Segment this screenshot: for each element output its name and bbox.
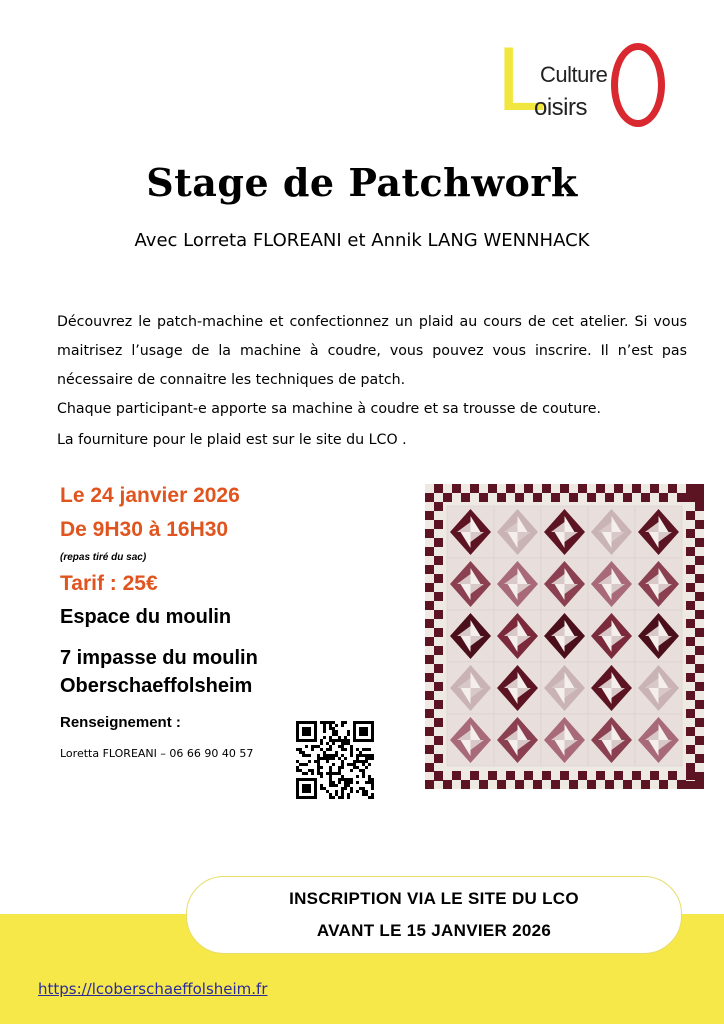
address-line-1: 7 impasse du moulin <box>60 647 258 669</box>
logo-letter-o <box>611 43 665 127</box>
registration-line-2: AVANT LE 15 JANVIER 2026 <box>316 921 552 940</box>
quilt-photo <box>425 484 704 789</box>
logo-letter-l: L <box>496 31 544 131</box>
event-venue: Espace du moulin <box>60 606 232 628</box>
event-address <box>60 644 258 700</box>
address-line-2: Oberschaeffolsheim <box>60 675 253 697</box>
lco-logo <box>492 31 682 131</box>
registration-box <box>186 876 682 954</box>
logo-culture-text: Culture <box>540 62 608 87</box>
description-paragraph-1: Découvrez le patch-machine et confectionnez un plaid au cours de cet atelier. Si vous maitrisez l’usage de la machine à coudre, vous pouvez vous inscrire. Il n’est pas nécessaire de connaitre les techniques de patch. <box>57 314 687 388</box>
event-hours: De 9H30 à 16H30 <box>60 518 229 541</box>
meal-note: (repas tiré du sac) <box>60 552 147 563</box>
contact-info: Loretta FLOREANI – 06 66 90 40 57 <box>60 747 254 760</box>
logo-loisirs-text: oisirs <box>534 94 588 121</box>
event-price: Tarif : 25€ <box>60 572 158 595</box>
page-subtitle: Avec Lorreta FLOREANI et Annik LANG WENNHACK <box>134 230 590 251</box>
description <box>57 308 687 455</box>
event-date: Le 24 janvier 2026 <box>60 484 240 507</box>
registration-line-1: INSCRIPTION VIA LE SITE DU LCO <box>289 889 579 908</box>
qr-code[interactable] <box>296 721 374 799</box>
website-link[interactable]: https://lcoberschaeffolsheim.fr <box>38 980 268 998</box>
page-title: Stage de Patchwork <box>146 160 578 205</box>
description-paragraph-3: La fourniture pour le plaid est sur le site du LCO . <box>57 432 407 448</box>
info-label: Renseignement : <box>60 714 181 731</box>
description-paragraph-2: Chaque participant-e apporte sa machine à coudre et sa trousse de couture. <box>57 401 601 417</box>
